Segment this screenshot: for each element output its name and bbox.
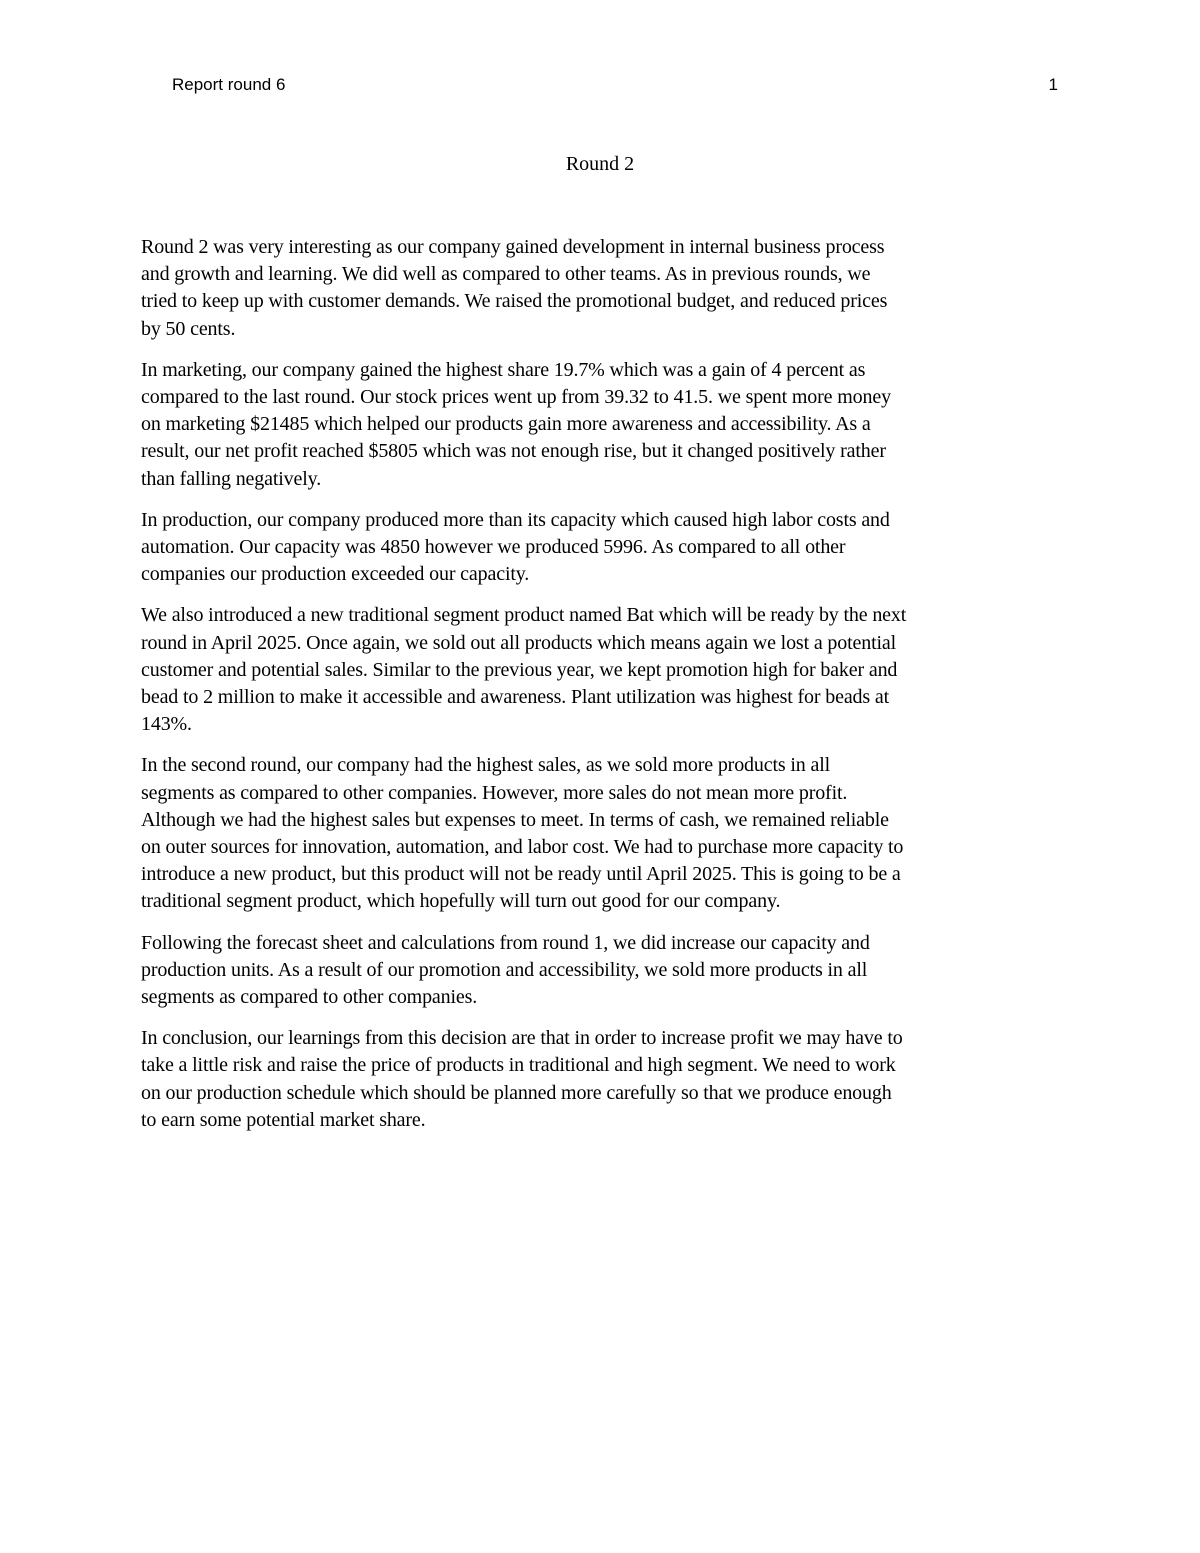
paragraph xyxy=(141,357,1061,493)
paragraph-line: In production, our company produced more than its capacity which caused high labor costs and xyxy=(141,508,890,531)
paragraph-line: In marketing, our company gained the highest share 19.7% which was a gain of 4 percent as xyxy=(141,358,866,381)
paragraph-line: In the second round, our company had the highest sales, as we sold more products in all xyxy=(141,754,831,777)
paragraph-line: on our production schedule which should be planned more carefully so that we produce enough xyxy=(141,1081,892,1104)
paragraph xyxy=(141,234,1061,343)
paragraph-line: round in April 2025. Once again, we sold out all products which means again we lost a potential xyxy=(141,631,897,654)
paragraph-line: In conclusion, our learnings from this decision are that in order to increase profit we may have to xyxy=(141,1027,903,1050)
paragraph xyxy=(141,1025,1061,1134)
paragraph-line: companies our production exceeded our capacity. xyxy=(141,563,530,586)
running-header xyxy=(172,73,1062,97)
paragraph-line: traditional segment product, which hopefully will turn out good for our company. xyxy=(141,890,781,913)
paragraph-line: result, our net profit reached $5805 which was not enough rise, but it changed positively rather xyxy=(141,440,886,463)
header-title: Report round 6 xyxy=(172,75,286,94)
paragraph-line: take a little risk and raise the price of products in traditional and high segment. We need to work xyxy=(141,1054,896,1077)
paragraph-line: segments as compared to other companies. xyxy=(141,986,478,1009)
page-number: 1 xyxy=(1048,75,1058,94)
paragraph-line: 143%. xyxy=(141,713,192,736)
paragraph-line: Although we had the highest sales but expenses to meet. In terms of cash, we remained reliable xyxy=(141,808,889,831)
paragraph-line: on outer sources for innovation, automation, and labor cost. We had to purchase more capacity to xyxy=(141,836,904,859)
paragraph-line: and growth and learning. We did well as compared to other teams. As in previous rounds, we xyxy=(141,263,871,286)
paragraph-line: automation. Our capacity was 4850 however we produced 5996. As compared to all other xyxy=(141,536,846,559)
paragraph-line: customer and potential sales. Similar to the previous year, we kept promotion high for baker and xyxy=(141,658,898,681)
paragraph-line: tried to keep up with customer demands. We raised the promotional budget, and reduced prices xyxy=(141,290,888,313)
paragraph xyxy=(141,507,1061,589)
paragraph xyxy=(141,602,1061,738)
paragraph-line: production units. As a result of our promotion and accessibility, we sold more products in all xyxy=(141,958,868,981)
paragraph-line: by 50 cents. xyxy=(141,317,236,340)
paragraph xyxy=(141,752,1061,915)
paragraph-line: compared to the last round. Our stock prices went up from 39.32 to 41.5. we spent more money xyxy=(141,386,891,409)
paragraph-line: We also introduced a new traditional segment product named Bat which will be ready by the next xyxy=(141,604,907,627)
paragraph-line: bead to 2 million to make it accessible and awareness. Plant utilization was highest for beads at xyxy=(141,686,890,709)
paragraph-line: Round 2 was very interesting as our company gained development in internal business process xyxy=(141,236,885,258)
paragraph-line: to earn some potential market share. xyxy=(141,1108,426,1131)
paragraph-line: than falling negatively. xyxy=(141,467,322,490)
document-title: Round 2 xyxy=(565,153,635,175)
paragraph-line: introduce a new product, but this product will not be ready until April 2025. This is going to be a xyxy=(141,863,901,886)
document-body xyxy=(141,234,1061,1148)
paragraph-line: Following the forecast sheet and calculations from round 1, we did increase our capacity and xyxy=(141,931,870,954)
paragraph-line: on marketing $21485 which helped our products gain more awareness and accessibility. As a xyxy=(141,413,871,436)
paragraph-line: segments as compared to other companies. However, more sales do not mean more profit. xyxy=(141,781,848,804)
paragraph xyxy=(141,930,1061,1012)
